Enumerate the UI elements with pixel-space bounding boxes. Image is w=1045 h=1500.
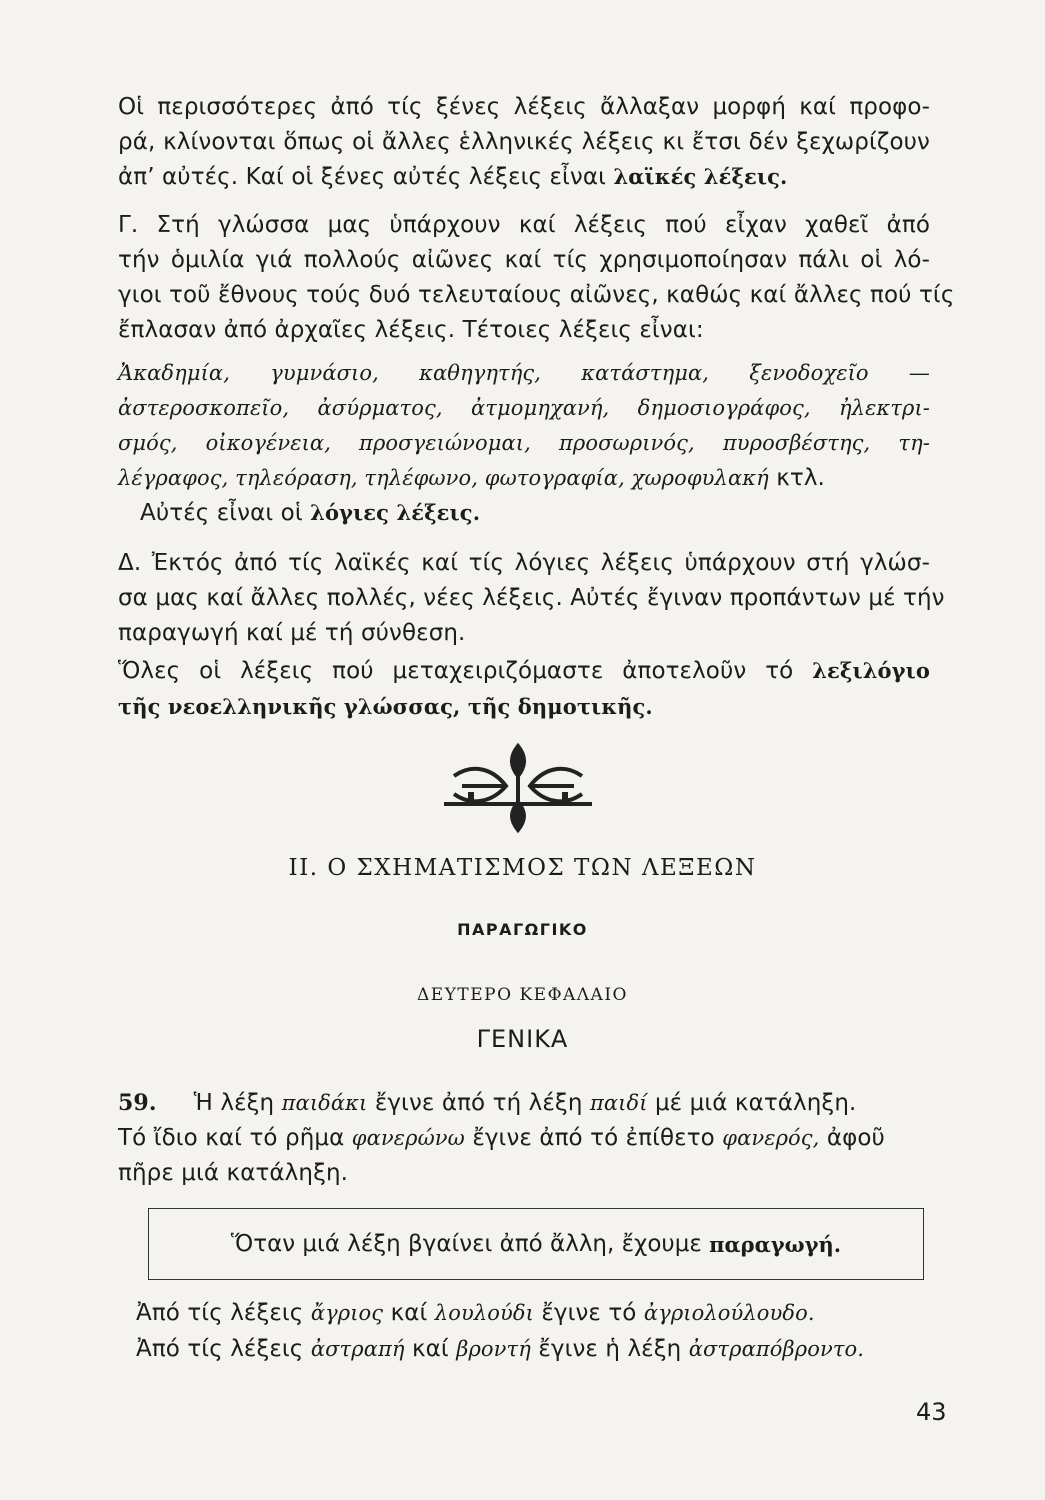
paragraph-line xyxy=(140,498,952,528)
text-span: ἔγινε ἡ λέξη xyxy=(538,1336,682,1362)
example-words-line: σμός, οἰκογένεια, προσγειώνομαι, προσωρινός, πυροσβέστης, τη- xyxy=(118,431,930,455)
paragraph-line: τήν ὁμιλία γιά πολλούς αἰῶνες καί τίς χρησιμοποίησαν πάλι οἱ λό- xyxy=(118,247,930,273)
text-span: Ὅλες οἱ λέξεις πού μεταχειριζόμαστε ἀποτελοῦν τό xyxy=(118,658,794,684)
paragraph-line xyxy=(118,692,930,722)
text-span: ἔγινε τό xyxy=(541,1300,637,1326)
italic-word: ἄγριος xyxy=(310,1301,384,1325)
italic-word: φανερώνω xyxy=(351,1126,465,1150)
paragraph-line: Οἱ περισσότερες ἀπό τίς ξένες λέξεις ἄλλαξαν μορφή καί προφο- xyxy=(118,94,930,120)
text-span: ἀφοῦ xyxy=(826,1125,885,1151)
bold-term: λαϊκές λέξεις. xyxy=(613,164,788,189)
paragraph-line xyxy=(118,162,930,192)
bold-term: λόγιες λέξεις. xyxy=(310,500,481,525)
italic-word: λουλούδι xyxy=(434,1301,534,1325)
paragraph-line: ἔπλασαν ἀπό ἀρχαῖες λέξεις. Τέτοιες λέξεις εἶναι: xyxy=(118,317,704,343)
italic-word: παιδάκι xyxy=(281,1091,368,1115)
chapter-title: ΓΕΝΙΚΑ xyxy=(476,1025,569,1053)
bold-term: παραγωγή. xyxy=(709,1231,842,1257)
paragraph-line: Δ. Ἐκτός ἀπό τίς λαϊκές καί τίς λόγιες λέξεις ὑπάρχουν στή γλώσ- xyxy=(118,550,930,576)
text-span: Ἀπό τίς λέξεις xyxy=(136,1336,304,1362)
section-heading: ΙΙ. Ο ΣΧΗΜΑΤΙΣΜΟΣ ΤΩΝ ΛΕΞΕΩΝ xyxy=(288,855,757,881)
paragraph-line: Γ. Στή γλώσσα μας ὑπάρχουν καί λέξεις πού εἶχαν χαθεῖ ἀπό xyxy=(118,212,930,238)
text-span: ἔγινε ἀπό τό ἐπίθετο xyxy=(472,1125,715,1151)
paragraph-line xyxy=(118,656,930,686)
example-words-line: ἀστεροσκοπεῖο, ἀσύρματος, ἀτμομηχανή, δημοσιογράφος, ἠλεκτρι- xyxy=(118,396,930,420)
text-span: Ἀπό τίς λέξεις xyxy=(136,1300,304,1326)
paragraph-number: 59. xyxy=(118,1090,157,1116)
chapter-label: ΔΕΥΤΕΡΟ ΚΕΦΑΛΑΙΟ xyxy=(417,985,628,1005)
example-line xyxy=(136,1298,948,1328)
etc-text: κτλ. xyxy=(776,465,825,491)
text-span: ἀπ’ αὐτές. Καί οἱ ξένες αὐτές λέξεις εἶναι xyxy=(118,164,607,190)
paragraph-line: σα μας καί ἄλλες πολλές, νέες λέξεις. Αὐτές ἔγιναν προπάντων μέ τήν xyxy=(118,585,945,611)
text-span: καί xyxy=(411,1336,449,1362)
ornament-icon xyxy=(444,742,592,834)
paragraph-line: γιοι τοῦ ἔθνους τούς δυό τελευταίους αἰῶνες, καθώς καί ἄλλες πού τίς xyxy=(118,282,955,308)
rule-text: Ὅταν μιά λέξη βγαίνει ἀπό ἄλλη, ἔχουμε xyxy=(230,1231,702,1257)
italic-word: ἀγριολούλουδο. xyxy=(643,1301,815,1325)
text-span: καί xyxy=(390,1300,428,1326)
text-span: Τό ἴδιο καί τό ρῆμα xyxy=(118,1125,345,1151)
bold-term: τῆς νεοελληνικῆς γλώσσας, τῆς δημοτικῆς. xyxy=(118,694,653,719)
italic-words: λέγραφος, τηλεόραση, τηλέφωνο, φωτογραφία, χωροφυλακή xyxy=(118,466,769,490)
text-span: ἔγινε ἀπό τή λέξη xyxy=(374,1090,583,1116)
section-subheading: ΠΑΡΑΓΩΓΙΚΟ xyxy=(457,920,588,939)
italic-word: ἀστραπή xyxy=(310,1337,405,1361)
text-span: Ἡ λέξη xyxy=(193,1090,275,1116)
paragraph-59-line xyxy=(118,1088,930,1118)
example-words-line: Ἀκαδημία, γυμνάσιο, καθηγητής, κατάστημα, ξενοδοχεῖο — xyxy=(118,361,930,385)
text-span: Αὐτές εἶναι οἱ xyxy=(140,500,303,526)
paragraph-line: ρά, κλίνονται ὅπως οἱ ἄλλες ἑλληνικές λέξεις κι ἔτσι δέν ξεχωρίζουν xyxy=(118,129,930,155)
paragraph-59-line xyxy=(118,1123,930,1153)
italic-word: παιδί xyxy=(589,1091,648,1115)
paragraph-line: παραγωγή καί μέ τή σύνθεση. xyxy=(118,620,466,646)
bold-term: λεξιλόγιο xyxy=(812,658,930,683)
page-number: 43 xyxy=(916,1398,947,1426)
example-words-line xyxy=(118,463,930,493)
paragraph-59-line: πῆρε μιά κατάληξη. xyxy=(118,1160,349,1186)
italic-word: φανερός, xyxy=(722,1126,820,1150)
text-span: μέ μιά κατάληξη. xyxy=(654,1090,857,1116)
rule-box xyxy=(148,1208,924,1280)
example-line xyxy=(136,1334,948,1364)
italic-word: ἀστραπόβροντο. xyxy=(688,1337,865,1361)
italic-word: βροντή xyxy=(456,1337,531,1361)
